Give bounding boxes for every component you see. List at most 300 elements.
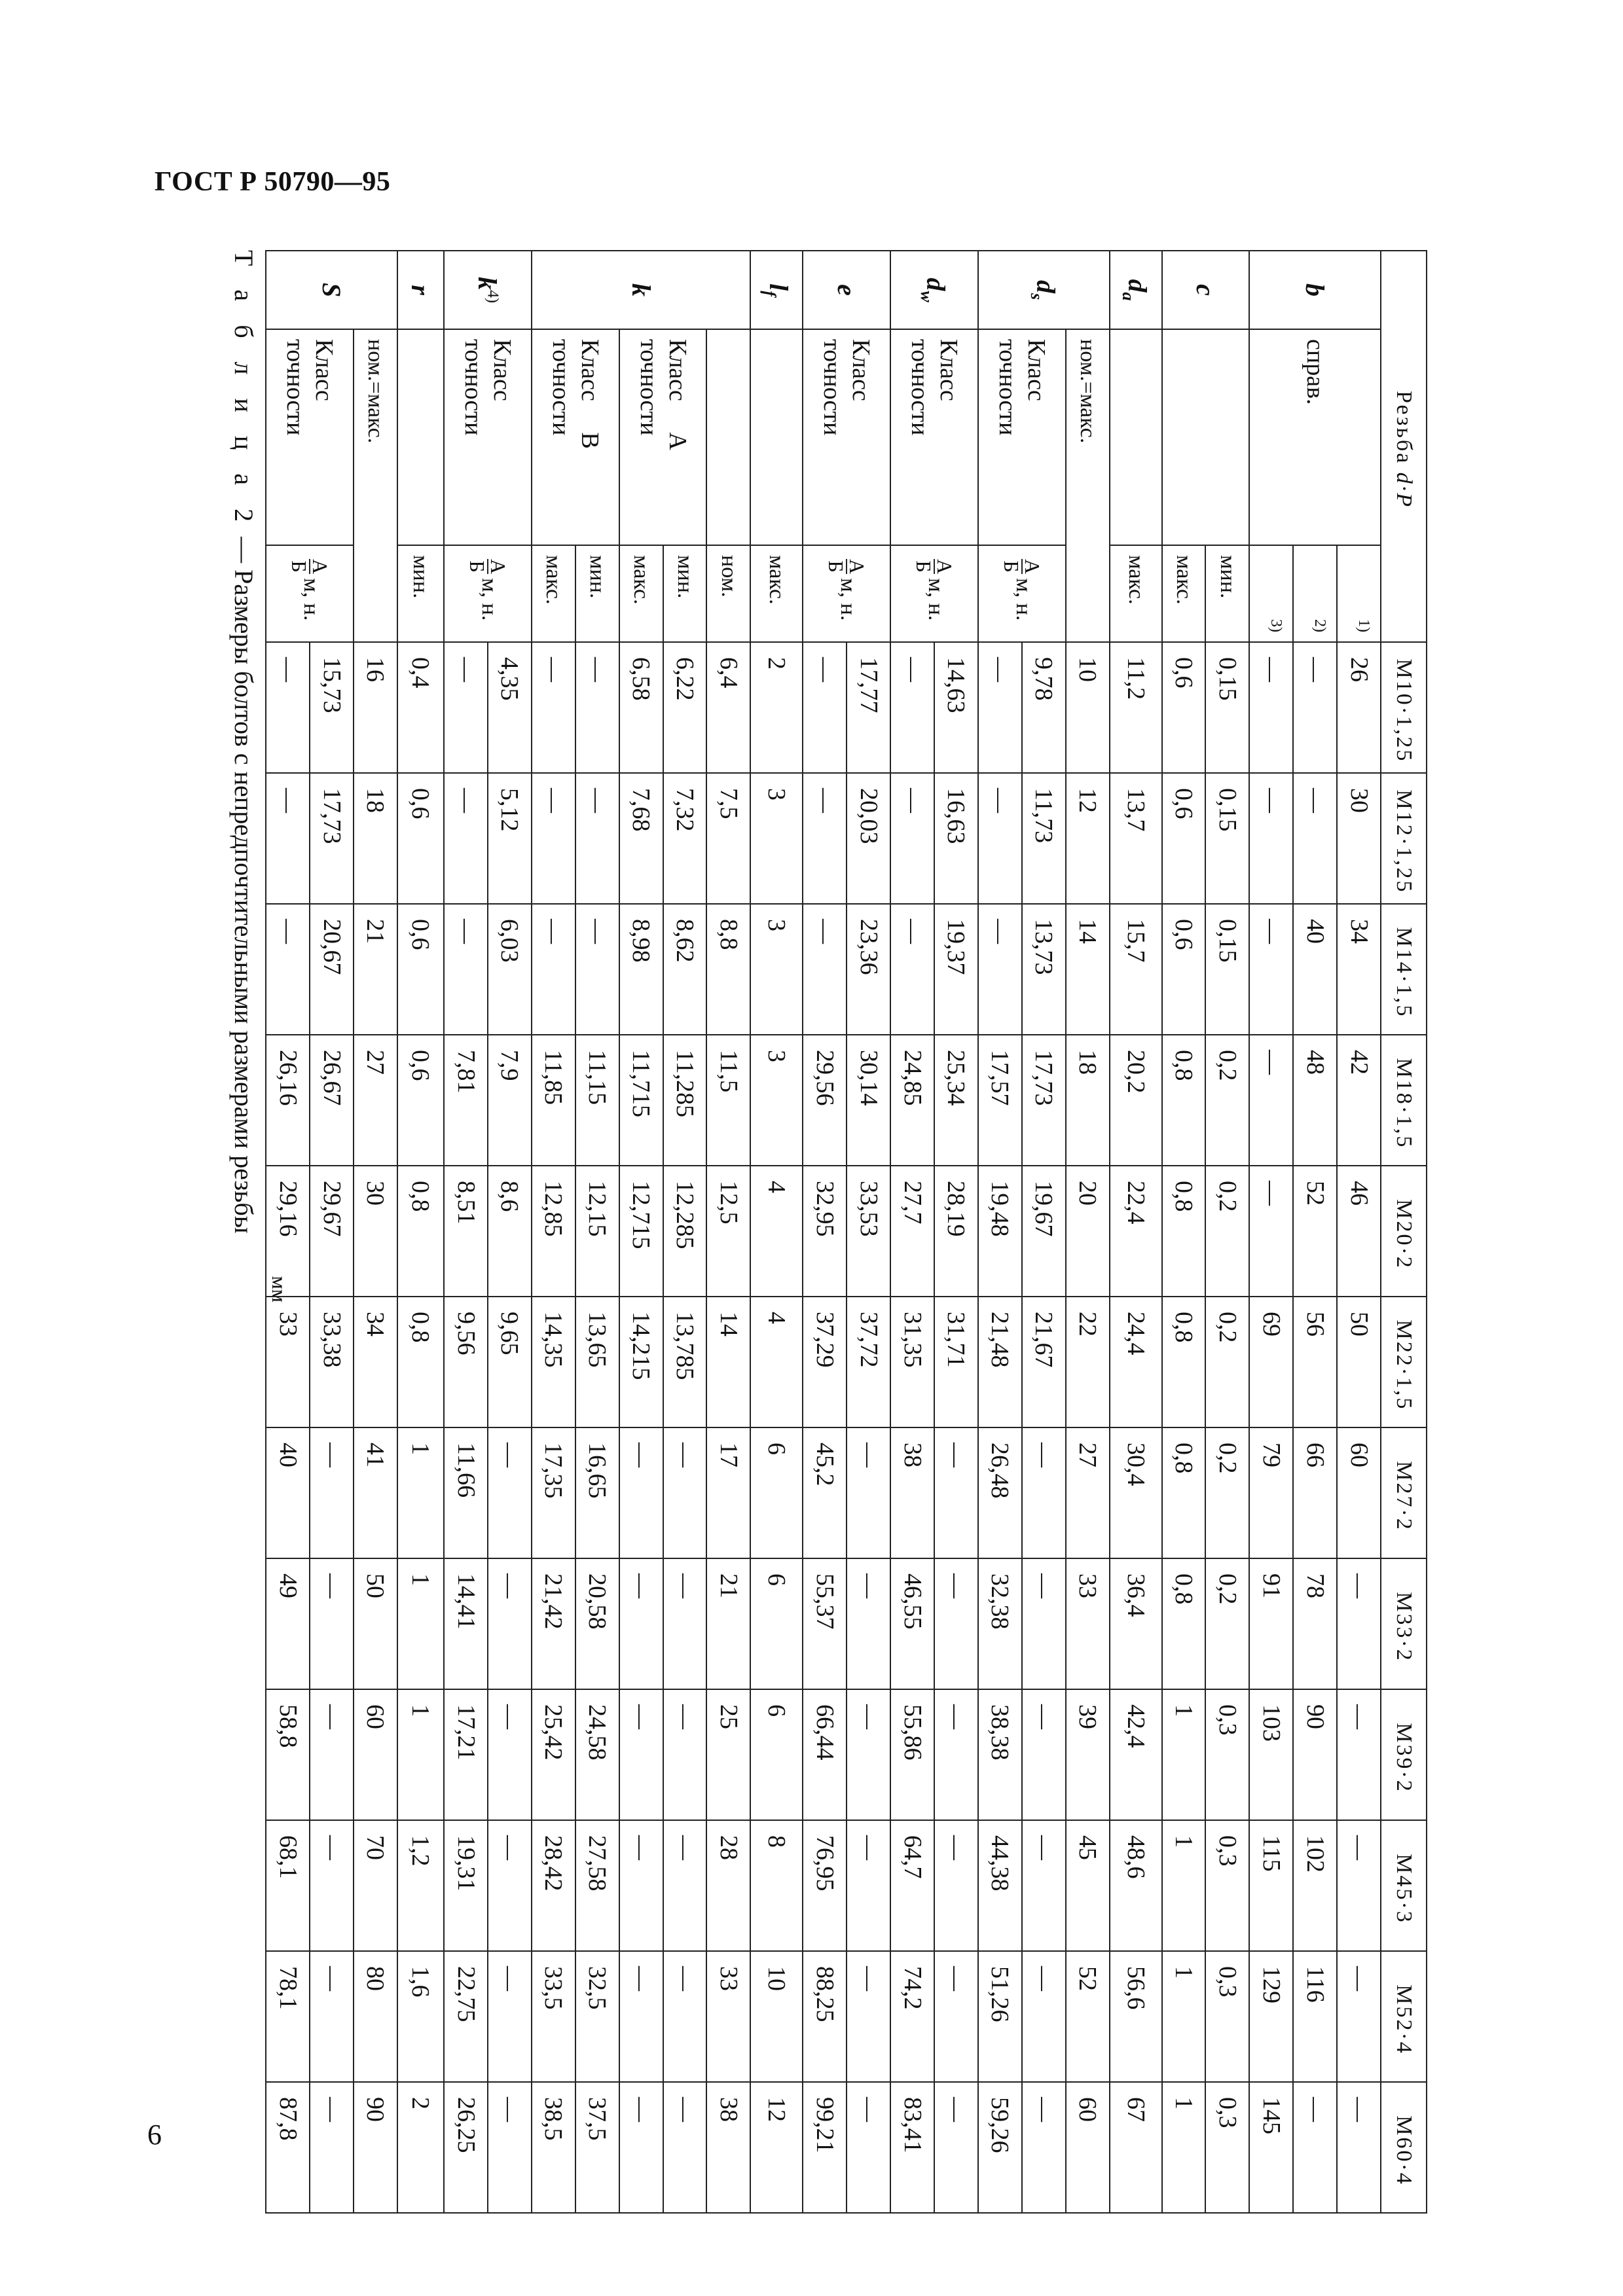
value-cell: 14 <box>706 1297 750 1427</box>
value-cell: — <box>488 1689 532 1820</box>
blank-cell <box>1110 329 1162 545</box>
label-frac-mn <box>890 545 978 642</box>
value-cell: — <box>488 1820 532 1951</box>
value-cell: 0,8 <box>1162 1427 1206 1558</box>
param-kp-main: k <box>473 277 503 290</box>
frac-top: А <box>486 559 510 575</box>
value-cell: 2 <box>750 642 803 773</box>
label-klass: Класс <box>935 339 962 401</box>
value-cell: 29,16 <box>266 1166 310 1297</box>
value-cell: 6 <box>750 1427 803 1558</box>
value-cell: 3 <box>750 904 803 1035</box>
value-cell: 52 <box>1293 1166 1337 1297</box>
value-cell: 0,6 <box>397 773 444 904</box>
thread-header: Резьба <box>1392 390 1416 465</box>
value-cell: — <box>266 773 310 904</box>
value-cell: — <box>575 904 619 1035</box>
value-cell: — <box>978 904 1022 1035</box>
value-cell: 40 <box>266 1427 310 1558</box>
value-cell: 9,78 <box>1022 642 1066 773</box>
label-letter-a: А <box>663 432 691 450</box>
value-cell: — <box>575 773 619 904</box>
value-cell: 66 <box>1293 1427 1337 1558</box>
value-cell: 50 <box>1337 1297 1381 1427</box>
value-cell: 3 <box>750 1035 803 1166</box>
value-cell: — <box>847 1558 890 1689</box>
footnote-ref-2 <box>1293 545 1337 642</box>
value-cell: 11,15 <box>575 1035 619 1166</box>
value-cell: 8,62 <box>663 904 707 1035</box>
value-cell: — <box>488 2082 532 2213</box>
value-cell: 99,21 <box>803 2082 847 2213</box>
sup-1: 1) <box>1355 619 1373 633</box>
value-cell: — <box>444 904 488 1035</box>
value-cell: 19,67 <box>1022 1166 1066 1297</box>
value-cell: 11,66 <box>444 1427 488 1558</box>
value-cell: 21 <box>706 1558 750 1689</box>
value-cell: 25 <box>706 1689 750 1820</box>
table-row <box>750 251 803 2213</box>
value-cell: 78,1 <box>266 1951 310 2082</box>
value-cell: 8,8 <box>706 904 750 1035</box>
value-cell: 0,2 <box>1205 1166 1249 1297</box>
value-cell: 38,5 <box>532 2082 575 2213</box>
value-cell: 27 <box>1066 1427 1110 1558</box>
value-cell: 37,29 <box>803 1297 847 1427</box>
value-cell: 3 <box>750 773 803 904</box>
table-row <box>488 251 532 2213</box>
value-cell: — <box>1293 642 1337 773</box>
value-cell: 24,58 <box>575 1689 619 1820</box>
value-cell: 50 <box>354 1558 397 1689</box>
value-cell: 12,715 <box>619 1166 663 1297</box>
col-header: M20·2 <box>1381 1166 1427 1297</box>
label-class-b <box>532 329 619 545</box>
value-cell: — <box>663 1820 707 1951</box>
table-row <box>575 251 619 2213</box>
label-klass: Класс <box>663 339 691 401</box>
value-cell: 0,8 <box>1162 1166 1206 1297</box>
table-caption <box>228 250 259 2214</box>
value-cell: — <box>575 642 619 773</box>
value-cell: — <box>444 773 488 904</box>
table-row <box>1066 251 1110 2213</box>
sup-3: 3) <box>1267 619 1285 633</box>
value-cell: 11,73 <box>1022 773 1066 904</box>
label-klass: Класс <box>1022 339 1050 401</box>
class-fraction <box>467 559 508 574</box>
value-cell: 0,6 <box>397 1035 444 1166</box>
value-cell: — <box>532 642 575 773</box>
value-cell: — <box>444 642 488 773</box>
value-cell: 51,26 <box>978 1951 1022 2082</box>
table-row <box>1205 251 1249 2213</box>
value-cell: 33,38 <box>310 1297 354 1427</box>
value-cell: 17,73 <box>310 773 354 904</box>
blank-cell <box>397 329 444 545</box>
value-cell: 8,6 <box>488 1166 532 1297</box>
param-r: r <box>397 251 444 329</box>
label-min: мин. <box>1205 545 1249 642</box>
value-cell: 103 <box>1249 1689 1293 1820</box>
value-cell: 12,85 <box>532 1166 575 1297</box>
value-cell: 0,8 <box>1162 1558 1206 1689</box>
value-cell: 15,73 <box>310 642 354 773</box>
bolt-dimensions-table <box>265 250 1427 2214</box>
label-tochnosti: точности <box>281 339 309 436</box>
value-cell: 39 <box>1066 1689 1110 1820</box>
value-cell: — <box>1249 642 1293 773</box>
value-cell: 8,51 <box>444 1166 488 1297</box>
value-cell: 30 <box>1337 773 1381 904</box>
label-class <box>803 329 890 545</box>
caption-title: — Размеры болтов с непредпочтительными размерами резьбы <box>229 530 259 1234</box>
value-cell: 90 <box>1293 1689 1337 1820</box>
value-cell: — <box>619 1558 663 1689</box>
label-mn: м, н. <box>924 578 949 621</box>
col-header: M12·1,25 <box>1381 773 1427 904</box>
label-frac-mn <box>978 545 1066 642</box>
value-cell: 38 <box>890 1427 934 1558</box>
col-header: M14·1,5 <box>1381 904 1427 1035</box>
value-cell: 11,85 <box>532 1035 575 1166</box>
value-cell: 19,37 <box>934 904 978 1035</box>
param-ds-sub: s <box>1027 293 1046 300</box>
value-cell: 12,285 <box>663 1166 707 1297</box>
label-max: макс. <box>1110 545 1162 642</box>
value-cell: — <box>488 1951 532 2082</box>
value-cell: 80 <box>354 1951 397 2082</box>
frac-bottom: Б <box>465 560 489 573</box>
value-cell: 12,5 <box>706 1166 750 1297</box>
value-cell: — <box>1022 1558 1066 1689</box>
value-cell: 56 <box>1293 1297 1337 1427</box>
value-cell: 14 <box>1066 904 1110 1035</box>
value-cell: 29,67 <box>310 1166 354 1297</box>
value-cell: 27,7 <box>890 1166 934 1297</box>
frac-top: А <box>933 559 957 575</box>
value-cell: 0,6 <box>1162 773 1206 904</box>
value-cell: — <box>1337 2082 1381 2213</box>
table-row <box>1249 251 1293 2213</box>
label-class <box>444 329 532 545</box>
value-cell: 21,42 <box>532 1558 575 1689</box>
value-cell: 17 <box>706 1427 750 1558</box>
col-header: M60·4 <box>1381 2082 1427 2213</box>
value-cell: 27,58 <box>575 1820 619 1951</box>
value-cell: 37,72 <box>847 1297 890 1427</box>
value-cell: 15,7 <box>1110 904 1162 1035</box>
value-cell: 36,4 <box>1110 1558 1162 1689</box>
label-class <box>266 329 354 545</box>
rotated-table-block <box>229 250 1427 2214</box>
value-cell: 48 <box>1293 1035 1337 1166</box>
value-cell: 1,2 <box>397 1820 444 1951</box>
param-da-main: d <box>1123 279 1153 293</box>
value-cell: 83,41 <box>890 2082 934 2213</box>
value-cell: 116 <box>1293 1951 1337 2082</box>
value-cell: 55,37 <box>803 1558 847 1689</box>
thread-header-cell <box>1381 251 1427 642</box>
col-header: M39·2 <box>1381 1689 1427 1820</box>
value-cell: 1 <box>1162 1951 1206 2082</box>
value-cell: 17,57 <box>978 1035 1022 1166</box>
table-row <box>354 251 397 2213</box>
value-cell: — <box>488 1558 532 1689</box>
value-cell: — <box>803 904 847 1035</box>
table-row <box>1293 251 1337 2213</box>
value-cell: 9,65 <box>488 1297 532 1427</box>
value-cell: 12 <box>750 2082 803 2213</box>
value-cell: 6,4 <box>706 642 750 773</box>
value-cell: — <box>978 773 1022 904</box>
value-cell: 33 <box>266 1297 310 1427</box>
label-tochnosti: точности <box>547 339 575 436</box>
value-cell: 0,3 <box>1205 1820 1249 1951</box>
value-cell: 16 <box>354 642 397 773</box>
param-lf-sub: f <box>759 291 779 296</box>
value-cell: 33 <box>706 1951 750 2082</box>
value-cell: 24,4 <box>1110 1297 1162 1427</box>
class-fraction <box>999 559 1044 575</box>
value-cell: — <box>803 642 847 773</box>
col-header: M27·2 <box>1381 1427 1427 1558</box>
value-cell: 38 <box>706 2082 750 2213</box>
value-cell: 22 <box>1066 1297 1110 1427</box>
value-cell: 79 <box>1249 1427 1293 1558</box>
value-cell: 102 <box>1293 1820 1337 1951</box>
label-tochnosti: точности <box>906 339 934 436</box>
param-e: e <box>803 251 890 329</box>
value-cell: 60 <box>354 1689 397 1820</box>
value-cell: 90 <box>354 2082 397 2213</box>
value-cell: 44,38 <box>978 1820 1022 1951</box>
value-cell: 1 <box>397 1558 444 1689</box>
value-cell: — <box>1022 2082 1066 2213</box>
label-frac-mn <box>803 545 890 642</box>
value-cell: — <box>266 642 310 773</box>
value-cell: 0,6 <box>397 904 444 1035</box>
value-cell: — <box>890 642 934 773</box>
value-cell: 60 <box>1066 2082 1110 2213</box>
value-cell: — <box>532 904 575 1035</box>
value-cell: — <box>1249 1035 1293 1166</box>
label-nom-max: ном.=макс. <box>1066 329 1110 642</box>
value-cell: — <box>1022 1689 1066 1820</box>
value-cell: 30,4 <box>1110 1427 1162 1558</box>
value-cell: 0,15 <box>1205 904 1249 1035</box>
value-cell: — <box>532 773 575 904</box>
value-cell: 28,19 <box>934 1166 978 1297</box>
label-min: мин. <box>575 545 619 642</box>
value-cell: 28,42 <box>532 1820 575 1951</box>
value-cell: 24,85 <box>890 1035 934 1166</box>
param-b: b <box>1249 251 1381 329</box>
value-cell: 20,2 <box>1110 1035 1162 1166</box>
value-cell: — <box>310 1427 354 1558</box>
value-cell: — <box>310 2082 354 2213</box>
value-cell: — <box>934 1558 978 1689</box>
value-cell: 14,35 <box>532 1297 575 1427</box>
label-klass: Класс <box>488 339 516 401</box>
value-cell: — <box>1337 1689 1381 1820</box>
label-mn: м, н. <box>1011 578 1036 621</box>
value-cell: 25,34 <box>934 1035 978 1166</box>
label-min: мин. <box>663 545 707 642</box>
unit-label: мм <box>268 1276 291 1302</box>
value-cell: — <box>847 1951 890 2082</box>
footnote-ref-3 <box>1249 545 1293 642</box>
value-cell: 7,32 <box>663 773 707 904</box>
class-fraction <box>826 559 867 574</box>
value-cell: 0,8 <box>397 1297 444 1427</box>
value-cell: — <box>1293 2082 1337 2213</box>
table-row <box>706 251 750 2213</box>
value-cell: 32,38 <box>978 1558 1022 1689</box>
value-cell: 27 <box>354 1035 397 1166</box>
frac-top: А <box>308 559 332 575</box>
value-cell: 6,58 <box>619 642 663 773</box>
value-cell: — <box>934 1820 978 1951</box>
value-cell: — <box>890 904 934 1035</box>
value-cell: 48,6 <box>1110 1820 1162 1951</box>
value-cell: 4 <box>750 1166 803 1297</box>
value-cell: 31,35 <box>890 1297 934 1427</box>
col-header: M33·2 <box>1381 1558 1427 1689</box>
value-cell: 13,73 <box>1022 904 1066 1035</box>
value-cell: 91 <box>1249 1558 1293 1689</box>
value-cell: 1 <box>397 1427 444 1558</box>
label-tochnosti: точности <box>634 339 663 436</box>
value-cell: — <box>934 1427 978 1558</box>
value-cell: — <box>1022 1427 1066 1558</box>
table-row <box>847 251 890 2213</box>
value-cell: 16,65 <box>575 1427 619 1558</box>
value-cell: 13,7 <box>1110 773 1162 904</box>
value-cell: — <box>663 1689 707 1820</box>
value-cell: 32,95 <box>803 1166 847 1297</box>
value-cell: — <box>488 1427 532 1558</box>
value-cell: 9,56 <box>444 1297 488 1427</box>
value-cell: 16,63 <box>934 773 978 904</box>
sup-2: 2) <box>1311 619 1329 633</box>
value-cell: 67 <box>1110 2082 1162 2213</box>
table-row <box>1022 251 1066 2213</box>
class-fraction <box>914 559 955 574</box>
value-cell: 29,56 <box>803 1035 847 1166</box>
value-cell: 19,48 <box>978 1166 1022 1297</box>
table-row <box>619 251 663 2213</box>
value-cell: 20 <box>1066 1166 1110 1297</box>
param-da <box>1110 251 1162 329</box>
frac-bottom: Б <box>999 560 1023 573</box>
value-cell: 52 <box>1066 1951 1110 2082</box>
value-cell: — <box>934 2082 978 2213</box>
value-cell: — <box>310 1820 354 1951</box>
frac-bottom: Б <box>912 560 936 573</box>
class-fraction <box>289 559 330 574</box>
value-cell: 11,715 <box>619 1035 663 1166</box>
value-cell: 33 <box>1066 1558 1110 1689</box>
value-cell: 0,3 <box>1205 1951 1249 2082</box>
value-cell: 41 <box>354 1427 397 1558</box>
value-cell: 6 <box>750 1689 803 1820</box>
value-cell: 45 <box>1066 1820 1110 1951</box>
label-frac-mn <box>266 545 354 642</box>
param-da-sub: a <box>1119 292 1139 301</box>
value-cell: 26 <box>1337 642 1381 773</box>
table-row <box>1337 251 1381 2213</box>
value-cell: 26,25 <box>444 2082 488 2213</box>
value-cell: — <box>847 1427 890 1558</box>
value-cell: — <box>663 1427 707 1558</box>
value-cell: 17,35 <box>532 1427 575 1558</box>
value-cell: 0,8 <box>397 1166 444 1297</box>
param-ds-main: d <box>1030 279 1061 293</box>
param-c: c <box>1162 251 1250 329</box>
frac-bottom: Б <box>287 560 311 573</box>
value-cell: 21,48 <box>978 1297 1022 1427</box>
value-cell: — <box>1337 1951 1381 2082</box>
value-cell: 4,35 <box>488 642 532 773</box>
value-cell: 1 <box>397 1689 444 1820</box>
value-cell: 115 <box>1249 1820 1293 1951</box>
label-max: макс. <box>532 545 575 642</box>
label-mn: м, н. <box>477 578 502 621</box>
value-cell: 7,5 <box>706 773 750 904</box>
value-cell: — <box>890 773 934 904</box>
table-row <box>1110 251 1162 2213</box>
table-row <box>397 251 444 2213</box>
value-cell: — <box>310 1951 354 2082</box>
label-tochnosti: точности <box>818 339 847 436</box>
value-cell: 0,8 <box>1162 1297 1206 1427</box>
value-cell: 1 <box>1162 2082 1206 2213</box>
value-cell: 12 <box>1066 773 1110 904</box>
label-klass: Класс <box>310 339 338 401</box>
value-cell: 28 <box>706 1820 750 1951</box>
caption-prefix: Т а б л и ц а 2 <box>229 250 259 531</box>
value-cell: — <box>1337 1820 1381 1951</box>
value-cell: 6 <box>750 1558 803 1689</box>
value-cell: 0,15 <box>1205 773 1249 904</box>
value-cell: 69 <box>1249 1297 1293 1427</box>
value-cell: 2 <box>397 2082 444 2213</box>
param-k-prime <box>444 251 532 329</box>
value-cell: 0,2 <box>1205 1558 1249 1689</box>
value-cell: 13,65 <box>575 1297 619 1427</box>
value-cell: — <box>1249 773 1293 904</box>
value-cell: — <box>1249 1166 1293 1297</box>
label-klass: Класс <box>847 339 875 401</box>
param-dw-sub: w <box>917 291 937 302</box>
value-cell: 26,16 <box>266 1035 310 1166</box>
value-cell: 88,25 <box>803 1951 847 2082</box>
table-row <box>532 251 575 2213</box>
table-row <box>1162 251 1206 2213</box>
value-cell: 0,4 <box>397 642 444 773</box>
value-cell: 0,15 <box>1205 642 1249 773</box>
value-cell: — <box>934 1951 978 2082</box>
page-number: 6 <box>147 2119 162 2151</box>
value-cell: — <box>1293 773 1337 904</box>
value-cell: — <box>310 1558 354 1689</box>
value-cell: 46,55 <box>890 1558 934 1689</box>
value-cell: 11,285 <box>663 1035 707 1166</box>
value-cell: — <box>310 1689 354 1820</box>
value-cell: 25,42 <box>532 1689 575 1820</box>
table-body <box>266 251 1381 2213</box>
